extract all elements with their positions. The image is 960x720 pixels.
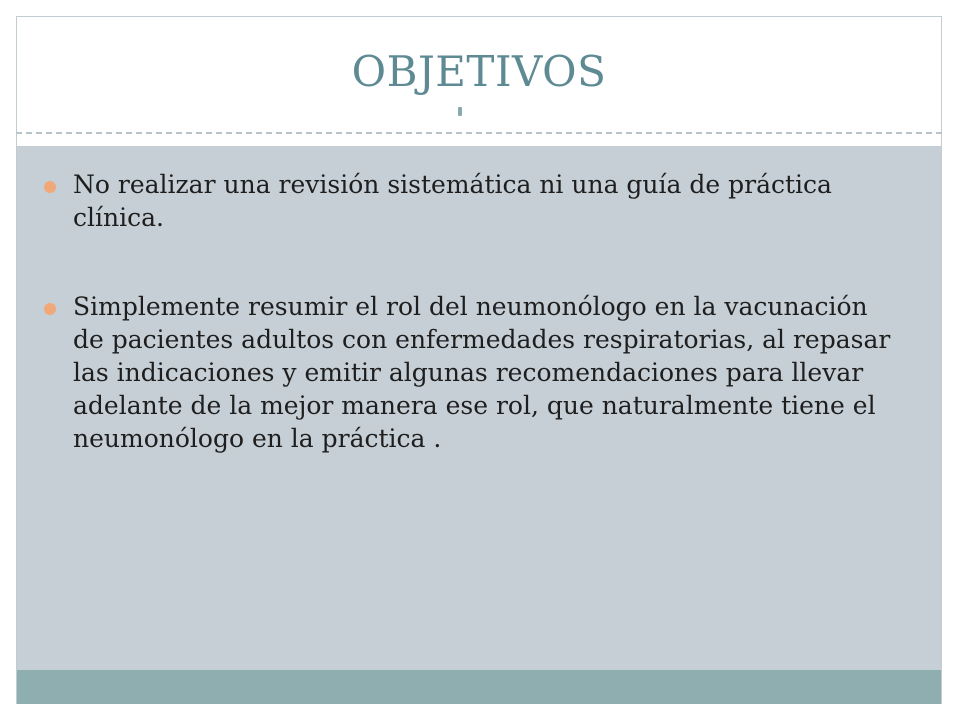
bullet-item <box>44 168 904 234</box>
bullet-text: Simplemente resumir el rol del neumonólogo en la vacunación de pacientes adultos con enfermedades respiratorias, al repasar las indicaciones y emitir algunas recomendaciones para llevar adelante de la mejor manera ese rol, que naturalmente tiene el neumonólogo en la práctica . <box>73 292 891 453</box>
slide-title: OBJETIVOS <box>351 47 607 96</box>
bullet-list <box>44 168 904 455</box>
footer-bar <box>17 670 941 704</box>
title-divider <box>16 132 942 134</box>
bullet-dot-icon <box>44 303 56 315</box>
bullet-text: No realizar una revisión sistemática ni una guía de práctica clínica. <box>73 170 832 232</box>
bullet-item <box>44 290 904 455</box>
title-underline-mark <box>458 107 462 116</box>
bullet-dot-icon <box>44 181 56 193</box>
